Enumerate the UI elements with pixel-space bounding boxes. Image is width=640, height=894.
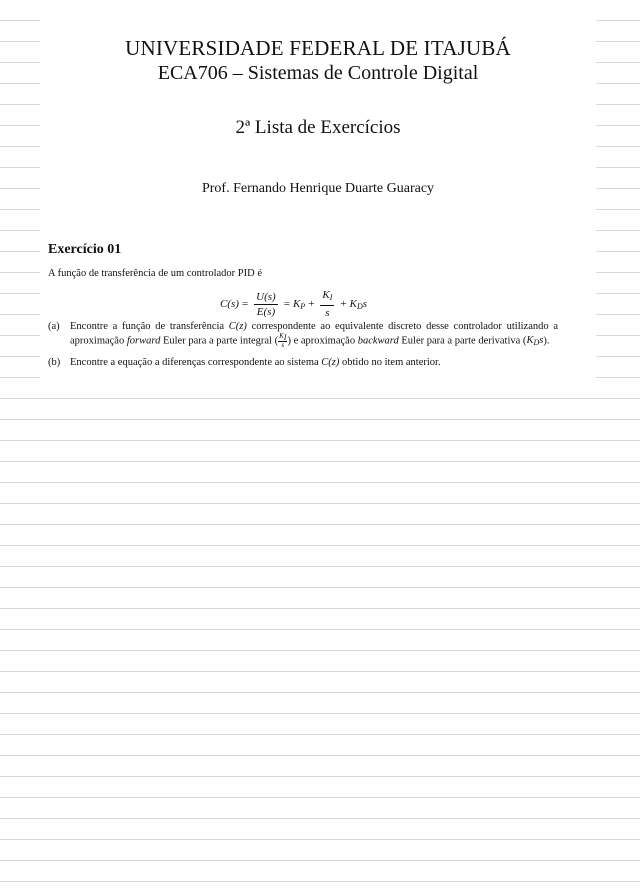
formula-kp-subscript: P — [300, 301, 306, 311]
item-marker: (b) — [48, 357, 61, 369]
exercise-intro: A função de transferência de um controlador PID é — [48, 268, 262, 279]
exercise-items — [48, 320, 558, 376]
item-text — [70, 320, 558, 349]
formula-ki-symbol: K — [322, 289, 330, 301]
item-b-text-1: Encontre a equação a diferenças correspondente ao sistema — [70, 357, 322, 369]
item-a-math-cz: C(z) — [228, 321, 247, 332]
exercise-title: Exercício 01 — [48, 242, 122, 257]
item-a-kd-s: s — [539, 335, 544, 347]
item-b-math-cz: C(z) — [321, 357, 340, 369]
item-a-frac-k: K — [279, 332, 284, 340]
item-a-kd-subscript: D — [533, 338, 540, 348]
item-b-text-2: obtido no item anterior. — [339, 357, 441, 369]
exercise-sheet — [40, 0, 596, 388]
formula-kd-s: s — [362, 297, 368, 310]
item-a-text-1: Encontre a função de transferência — [70, 321, 229, 332]
item-a-forward: forward — [126, 335, 161, 347]
exercise-item-a — [48, 320, 558, 349]
formula-frac1-numerator: U(s) — [256, 290, 276, 303]
exercise-item-b — [48, 356, 558, 369]
item-a-text-5: Euler para a parte derivativa ( — [398, 335, 527, 347]
formula-plus-1: + — [308, 298, 315, 310]
pid-transfer-function — [220, 287, 367, 321]
formula-kp — [293, 298, 305, 311]
formula-kd — [350, 298, 367, 311]
item-a-math-kds — [526, 335, 543, 346]
formula-kp-symbol: K — [292, 297, 301, 310]
formula-equals-2: = — [283, 298, 290, 310]
item-marker: (a) — [48, 321, 60, 332]
item-a-backward: backward — [357, 335, 399, 347]
formula-fraction-ue — [254, 291, 278, 318]
formula-frac1-denominator: E(s) — [256, 305, 276, 318]
item-a-frac-denominator: s — [281, 341, 285, 349]
formula-kd-symbol: K — [349, 297, 357, 310]
university-name: UNIVERSIDADE FEDERAL DE ITAJUBÁ — [125, 36, 511, 60]
formula-lhs: C(s) — [220, 298, 239, 310]
course-title: ECA706 – Sistemas de Controle Digital — [157, 62, 479, 84]
item-a-frac-sub: I — [283, 333, 287, 342]
formula-fraction-ki — [320, 289, 334, 319]
formula-frac2-denominator: s — [325, 307, 330, 319]
item-a-text-4: ) e aproximação — [287, 335, 358, 347]
professor-name: Prof. Fernando Henrique Duarte Guaracy — [201, 181, 435, 196]
formula-frac2-numerator — [320, 289, 334, 306]
formula-plus-2: + — [340, 298, 347, 310]
item-a-kd-symbol: K — [526, 335, 534, 347]
formula-ki-subscript: I — [329, 293, 333, 302]
item-a-text-6: ). — [543, 335, 550, 347]
list-title: 2ª Lista de Exercícios — [235, 117, 401, 138]
formula-kd-subscript: D — [356, 301, 363, 311]
item-text — [70, 356, 558, 369]
item-a-text-2: correspondente ao equivalente discreto desse controlador utilizando a aproximação — [70, 321, 558, 347]
item-a-text-3: Euler para a parte integral ( — [160, 335, 279, 347]
formula-equals-1: = — [241, 298, 249, 310]
